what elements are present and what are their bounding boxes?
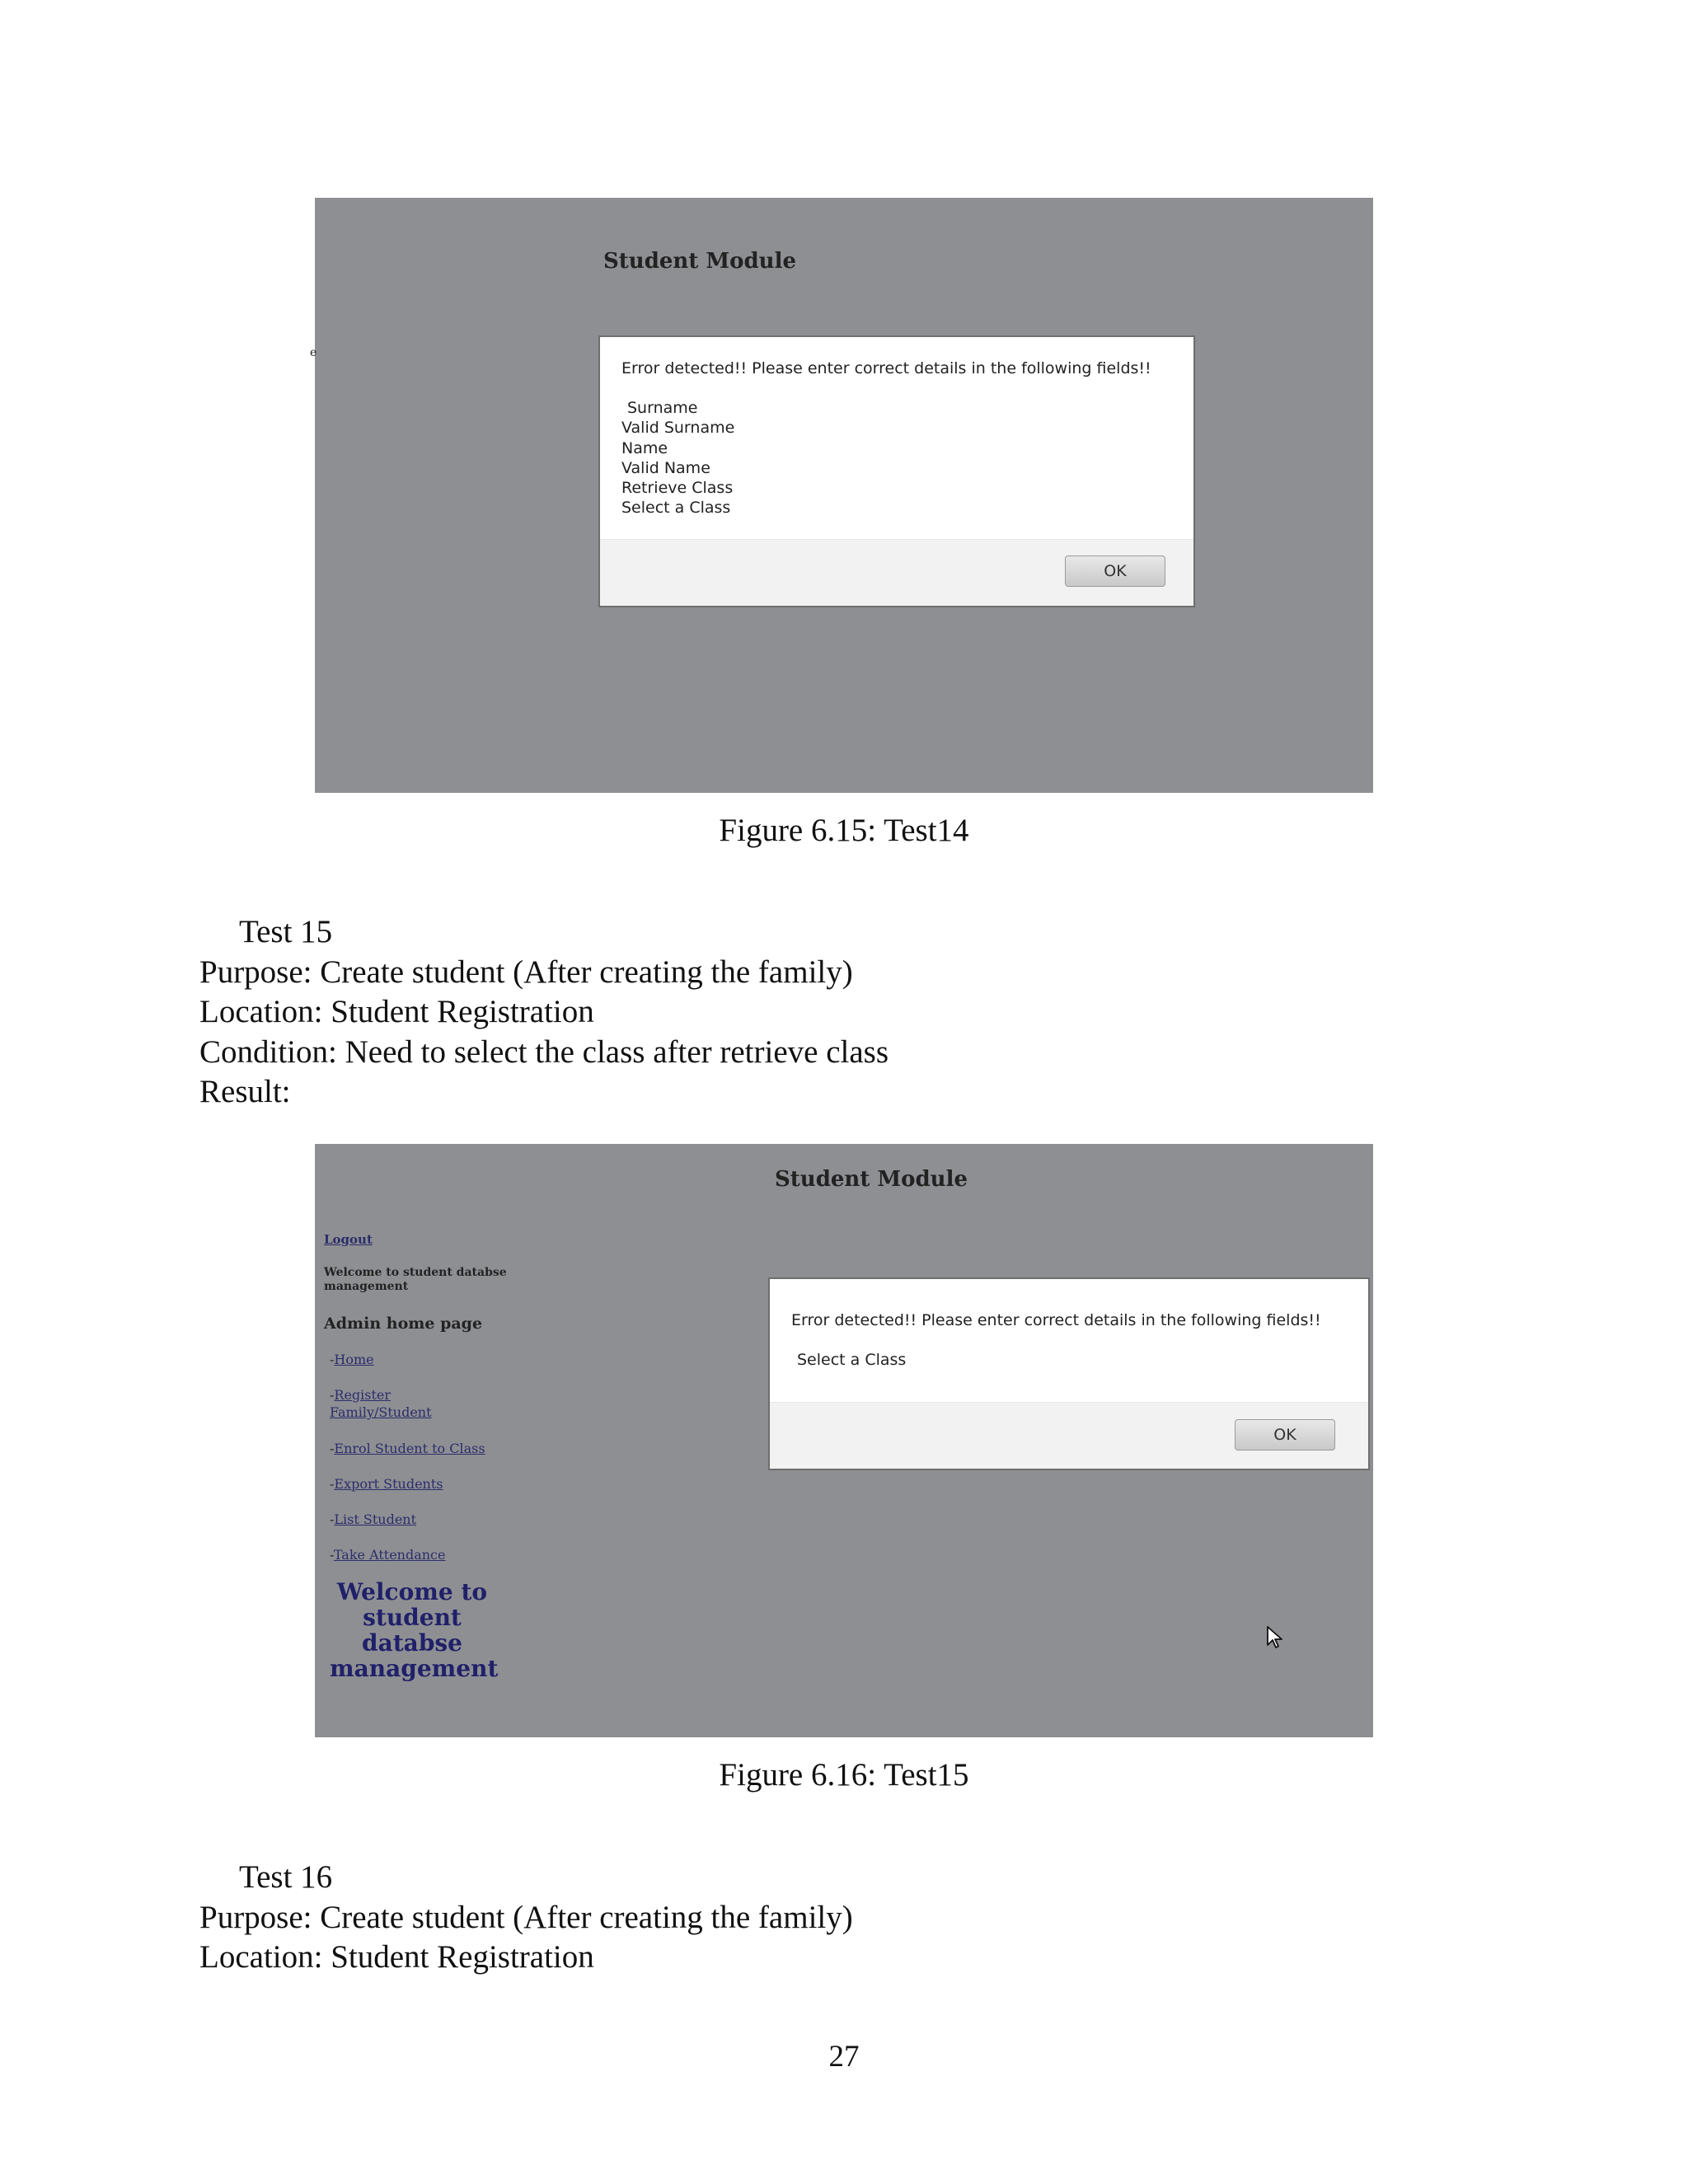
error-field-item: Retrieve Class: [621, 479, 734, 498]
error-field-item: Valid Surname: [621, 419, 735, 438]
welcome-banner: Welcome to student databse management: [330, 1578, 499, 1682]
error-message: Error detected!! Please enter correct details in the following fields!!: [791, 1311, 1321, 1329]
error-field-item: Name: [621, 438, 668, 457]
test-purpose: Purpose: Create student (After creating the family): [199, 954, 853, 990]
figure-caption: Figure 6.15: Test14: [719, 813, 969, 848]
error-field-item: Select a Class: [621, 499, 731, 518]
sidebar-link[interactable]: Take Attendance: [333, 1547, 446, 1563]
test-location: Location: Student Registration: [199, 1939, 594, 1975]
test-purpose: Purpose: Create student (After creating the family): [199, 1899, 853, 1935]
sidebar-item-enrol[interactable]: [330, 1441, 485, 1456]
page-number: 27: [828, 2040, 860, 2074]
list-dash: -: [330, 1511, 335, 1527]
test-condition: Condition: Need to select the class after retrieve class: [199, 1033, 889, 1070]
error-dialog: [768, 1277, 1370, 1470]
sidebar-link[interactable]: List Student: [334, 1511, 417, 1527]
ok-button[interactable]: OK: [1235, 1419, 1335, 1451]
sidebar-link[interactable]: Export Students: [334, 1476, 443, 1492]
test-heading: Test 15: [239, 914, 333, 949]
list-dash: -: [330, 1387, 335, 1403]
sidebar-item-attendance[interactable]: [330, 1547, 445, 1563]
figure-6-16-screenshot: [315, 1144, 1373, 1737]
welcome-small-text: Welcome to student databse management: [324, 1266, 507, 1293]
sidebar-link[interactable]: Home: [334, 1352, 374, 1367]
module-title: Student Module: [603, 249, 796, 274]
test-15-description: [199, 912, 889, 1113]
test-heading: Test 16: [239, 1859, 333, 1895]
test-16-description: [199, 1858, 853, 1978]
list-dash: -: [330, 1547, 334, 1563]
clipped-sidebar-text: e: [310, 346, 317, 359]
list-dash: -: [330, 1441, 335, 1456]
logout-link[interactable]: Logout: [324, 1232, 373, 1247]
error-field-item: Valid Name: [621, 458, 710, 477]
admin-home-heading: Admin home page: [324, 1315, 483, 1333]
test-result: Result:: [199, 1074, 291, 1109]
sidebar-item-home[interactable]: [330, 1352, 374, 1367]
sidebar-item-list[interactable]: [330, 1511, 416, 1527]
test-location: Location: Student Registration: [199, 994, 594, 1029]
sidebar-link[interactable]: Register Family/Student: [330, 1387, 432, 1420]
sidebar-item-register[interactable]: [330, 1386, 462, 1421]
sidebar-item-export[interactable]: [330, 1476, 443, 1492]
error-field-item: Surname: [627, 399, 698, 417]
error-message: Error detected!! Please enter correct details in the following fields!!: [621, 359, 1151, 377]
error-dialog: [598, 335, 1195, 607]
error-field-list: [621, 398, 734, 518]
list-dash: -: [330, 1352, 335, 1367]
ok-button[interactable]: OK: [1065, 555, 1165, 587]
module-title: Student Module: [775, 1167, 968, 1192]
figure-6-15-screenshot: [310, 198, 1373, 793]
error-field-item: Select a Class: [797, 1351, 907, 1369]
figure-caption: Figure 6.16: Test15: [719, 1757, 969, 1793]
list-dash: -: [330, 1476, 335, 1492]
sidebar-link[interactable]: Enrol Student to Class: [334, 1441, 485, 1456]
mouse-pointer-icon: [1266, 1625, 1284, 1650]
